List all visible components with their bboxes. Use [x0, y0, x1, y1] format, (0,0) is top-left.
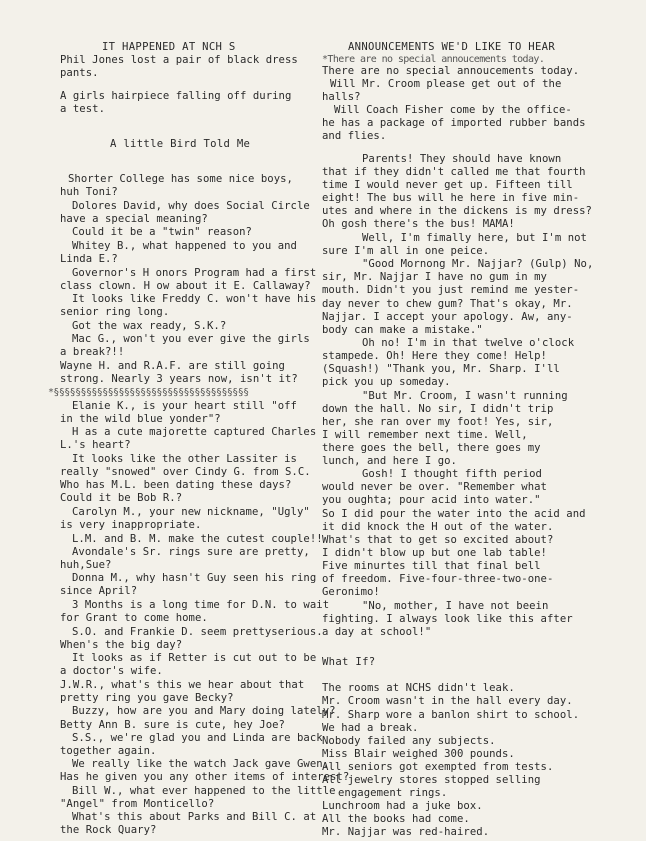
- gossip-line: in the wild blue yonder"?: [60, 413, 221, 425]
- announcement-line: All seniors got exempted from tests.: [322, 761, 554, 773]
- announcement-line: of freedom. Five-four-three-two-one-: [322, 573, 554, 585]
- gossip-line: S.O. and Frankie D. seem prettyserious.: [72, 626, 323, 638]
- gossip-line: together again.: [60, 745, 157, 757]
- gossip-line: a break?!!: [60, 346, 125, 358]
- announcement-line: "Good Mornong Mr. Najjar? (Gulp) No,: [362, 258, 594, 270]
- announcement-line: Najjar. I accept your apology. Aw, any-: [322, 311, 573, 323]
- announcement-line: (Squash!) "Thank you, Mr. Sharp. I'll: [322, 363, 560, 375]
- gossip-line: What's this about Parks and Bill C. at: [72, 811, 317, 823]
- gossip-line: IT HAPPENED AT NCH S: [102, 41, 236, 53]
- gossip-line: "Angel" from Monticello?: [60, 798, 215, 810]
- gossip-line: S.S., we're glad you and Linda are back: [72, 732, 323, 744]
- gossip-line: huh,Sue?: [60, 559, 112, 571]
- gossip-line: class clown. H ow about it E. Callaway?: [60, 280, 311, 292]
- gossip-line: is very inappropriate.: [60, 519, 202, 531]
- gossip-line: It looks like Freddy C. won't have his: [72, 293, 317, 305]
- gossip-line: We really like the watch Jack gave Gwen.: [72, 758, 330, 770]
- announcement-line: he has a package of imported rubber bands: [322, 117, 586, 129]
- gossip-line: 3 Months is a long time for D.N. to wait: [72, 599, 330, 611]
- announcement-line: I didn't blow up but one lab table!: [322, 547, 547, 559]
- gossip-line: a test.: [60, 103, 105, 115]
- gossip-line: H as a cute majorette captured Charles: [72, 426, 317, 438]
- announcement-line: Well, I'm fimally here, but I'm not: [362, 232, 587, 244]
- gossip-line: A girls hairpiece falling off during: [60, 90, 292, 102]
- gossip-line: It looks like the other Lassiter is: [72, 453, 297, 465]
- announcement-line: Five minurtes till that final bell: [322, 560, 541, 572]
- announcement-line: utes and where in the dickens is my dress?: [322, 205, 592, 217]
- gossip-line: huh Toni?: [60, 186, 118, 198]
- gossip-line: J.W.R., what's this we hear about that: [60, 679, 305, 691]
- announcement-line: that if they didn't called me that fourth: [322, 166, 586, 178]
- announcement-line: stampede. Oh! Here they come! Help!: [322, 350, 547, 362]
- announcement-line: Will Mr. Croom please get out of the: [330, 78, 562, 90]
- gossip-line: Linda E.?: [60, 253, 118, 265]
- announcement-line: it did knock the H out of the water.: [322, 521, 554, 533]
- gossip-line: *§§§§§§§§§§§§§§§§§§§§§§§§§§§§§§§§§§§§: [48, 387, 249, 398]
- announcement-line: mouth. Didn't you just remind me yester-: [322, 284, 580, 296]
- announcement-line: her, she ran over my foot! Yes, sir,: [322, 416, 554, 428]
- gossip-line: Phil Jones lost a pair of black dress: [60, 54, 298, 66]
- announcement-line: "No, mother, I have not beein: [362, 600, 549, 612]
- gossip-line: Has he given you any other items of interest?: [60, 771, 350, 783]
- gossip-line: Bill W., what ever happened to the little: [72, 785, 336, 797]
- announcement-line: time I would never get up. Fifteen till: [322, 179, 573, 191]
- gossip-line: pants.: [60, 67, 99, 79]
- announcement-line: Mr. Croom wasn't in the hall every day.: [322, 695, 573, 707]
- gossip-line: have a special meaning?: [60, 213, 208, 225]
- announcement-line: All jewelry stores stopped selling: [322, 774, 541, 786]
- gossip-line: since April?: [60, 585, 138, 597]
- announcement-line: a day at school!": [322, 626, 432, 638]
- gossip-line: L.M. and B. M. make the cutest couple!!: [72, 533, 323, 545]
- announcement-line: ANNOUNCEMENTS WE'D LIKE TO HEAR: [348, 41, 556, 53]
- announcement-line: would never be over. "Remember what: [322, 481, 547, 493]
- announcement-line: What's that to get so excited about?: [322, 534, 554, 546]
- announcement-line: engagement rings.: [338, 787, 448, 799]
- gossip-line: for Grant to come home.: [60, 612, 208, 624]
- gossip-line: Wayne H. and R.A.F. are still going: [60, 360, 285, 372]
- gossip-line: Avondale's Sr. rings sure are pretty,: [72, 546, 310, 558]
- gossip-line: Who has M.L. been dating these days?: [60, 479, 292, 491]
- gossip-line: Dolores David, why does Social Circle: [72, 200, 310, 212]
- announcement-line: So I did pour the water into the acid and: [322, 508, 586, 520]
- announcement-line: I will remember next time. Well,: [322, 429, 528, 441]
- gossip-line: senior ring long.: [60, 306, 170, 318]
- gossip-line: Betty Ann B. sure is cute, hey Joe?: [60, 719, 285, 731]
- announcement-line: We had a break.: [322, 722, 419, 734]
- announcement-line: Geronimo!: [322, 586, 380, 598]
- gossip-line: A little Bird Told Me: [110, 138, 251, 150]
- announcement-line: sir, Mr. Najjar I have no gum in my: [322, 271, 547, 283]
- announcement-line: *There are no special annoucements today.: [322, 54, 545, 65]
- announcement-line: Will Coach Fisher come by the office-: [334, 104, 572, 116]
- announcement-line: sure I'm all in one peice.: [322, 245, 490, 257]
- announcement-line: Mr. Sharp wore a banlon shirt to school.: [322, 709, 580, 721]
- announcement-line: Mr. Najjar was red-haired.: [322, 826, 490, 838]
- announcement-line: fighting. I always look like this after: [322, 613, 573, 625]
- gossip-line: Shorter College has some nice boys,: [68, 173, 293, 185]
- announcement-line: What If?: [322, 656, 376, 668]
- announcement-line: pick you up someday.: [322, 376, 451, 388]
- announcement-line: Miss Blair weighed 300 pounds.: [322, 748, 515, 760]
- announcement-line: eight! The bus will he here in five min-: [322, 192, 580, 204]
- gossip-line: really "snowed" over Cindy G. from S.C.: [60, 466, 311, 478]
- announcement-line: There are no special annoucements today.: [322, 65, 580, 77]
- announcement-line: down the hall. No sir, I didn't trip: [322, 403, 554, 415]
- announcement-line: Oh no! I'm in that twelve o'clock: [362, 337, 575, 349]
- announcement-line: there goes the bell, there goes my: [322, 442, 541, 454]
- announcement-line: All the books had come.: [322, 813, 470, 825]
- gossip-line: Donna M., why hasn't Guy seen his ring: [72, 572, 317, 584]
- gossip-line: a doctor's wife.: [60, 665, 163, 677]
- gossip-line: When's the big day?: [60, 639, 183, 651]
- gossip-line: L.'s heart?: [60, 439, 131, 451]
- gossip-line: the Rock Quary?: [60, 824, 157, 836]
- announcement-line: halls?: [322, 91, 361, 103]
- gossip-line: pretty ring you gave Becky?: [60, 692, 234, 704]
- announcement-line: body can make a mistake.": [322, 324, 483, 336]
- gossip-line: Governor's H onors Program had a first: [72, 267, 317, 279]
- announcement-line: Lunchroom had a juke box.: [322, 800, 483, 812]
- announcement-line: day never to chew gum? That's okay, Mr.: [322, 298, 573, 310]
- gossip-line: Carolyn M., your new nickname, "Ugly": [72, 506, 310, 518]
- announcement-line: and flies.: [322, 130, 387, 142]
- announcement-line: Gosh! I thought fifth period: [362, 468, 542, 480]
- gossip-line: Got the wax ready, S.K.?: [72, 320, 227, 332]
- announcement-line: you oughta; pour acid into water.": [322, 494, 541, 506]
- announcement-line: "But Mr. Croom, I wasn't running: [362, 390, 568, 402]
- gossip-line: Whitey B., what happened to you and: [72, 240, 297, 252]
- gossip-line: Could it be a "twin" reason?: [72, 226, 252, 238]
- announcement-line: The rooms at NCHS didn't leak.: [322, 682, 515, 694]
- announcement-line: Oh gosh there's the bus! MAMA!: [322, 218, 515, 230]
- gossip-line: Elanie K., is your heart still "off: [72, 400, 297, 412]
- announcement-line: Nobody failed any subjects.: [322, 735, 496, 747]
- gossip-line: Buzzy, how are you and Mary doing lately?: [72, 705, 336, 717]
- gossip-line: It looks as if Retter is cut out to be: [72, 652, 317, 664]
- gossip-line: Could it be Bob R.?: [60, 492, 183, 504]
- announcement-line: Parents! They should have known: [362, 153, 562, 165]
- gossip-line: strong. Nearly 3 years now, isn't it?: [60, 373, 298, 385]
- announcement-line: lunch, and here I go.: [322, 455, 457, 467]
- gossip-line: Mac G., won't you ever give the girls: [72, 333, 310, 345]
